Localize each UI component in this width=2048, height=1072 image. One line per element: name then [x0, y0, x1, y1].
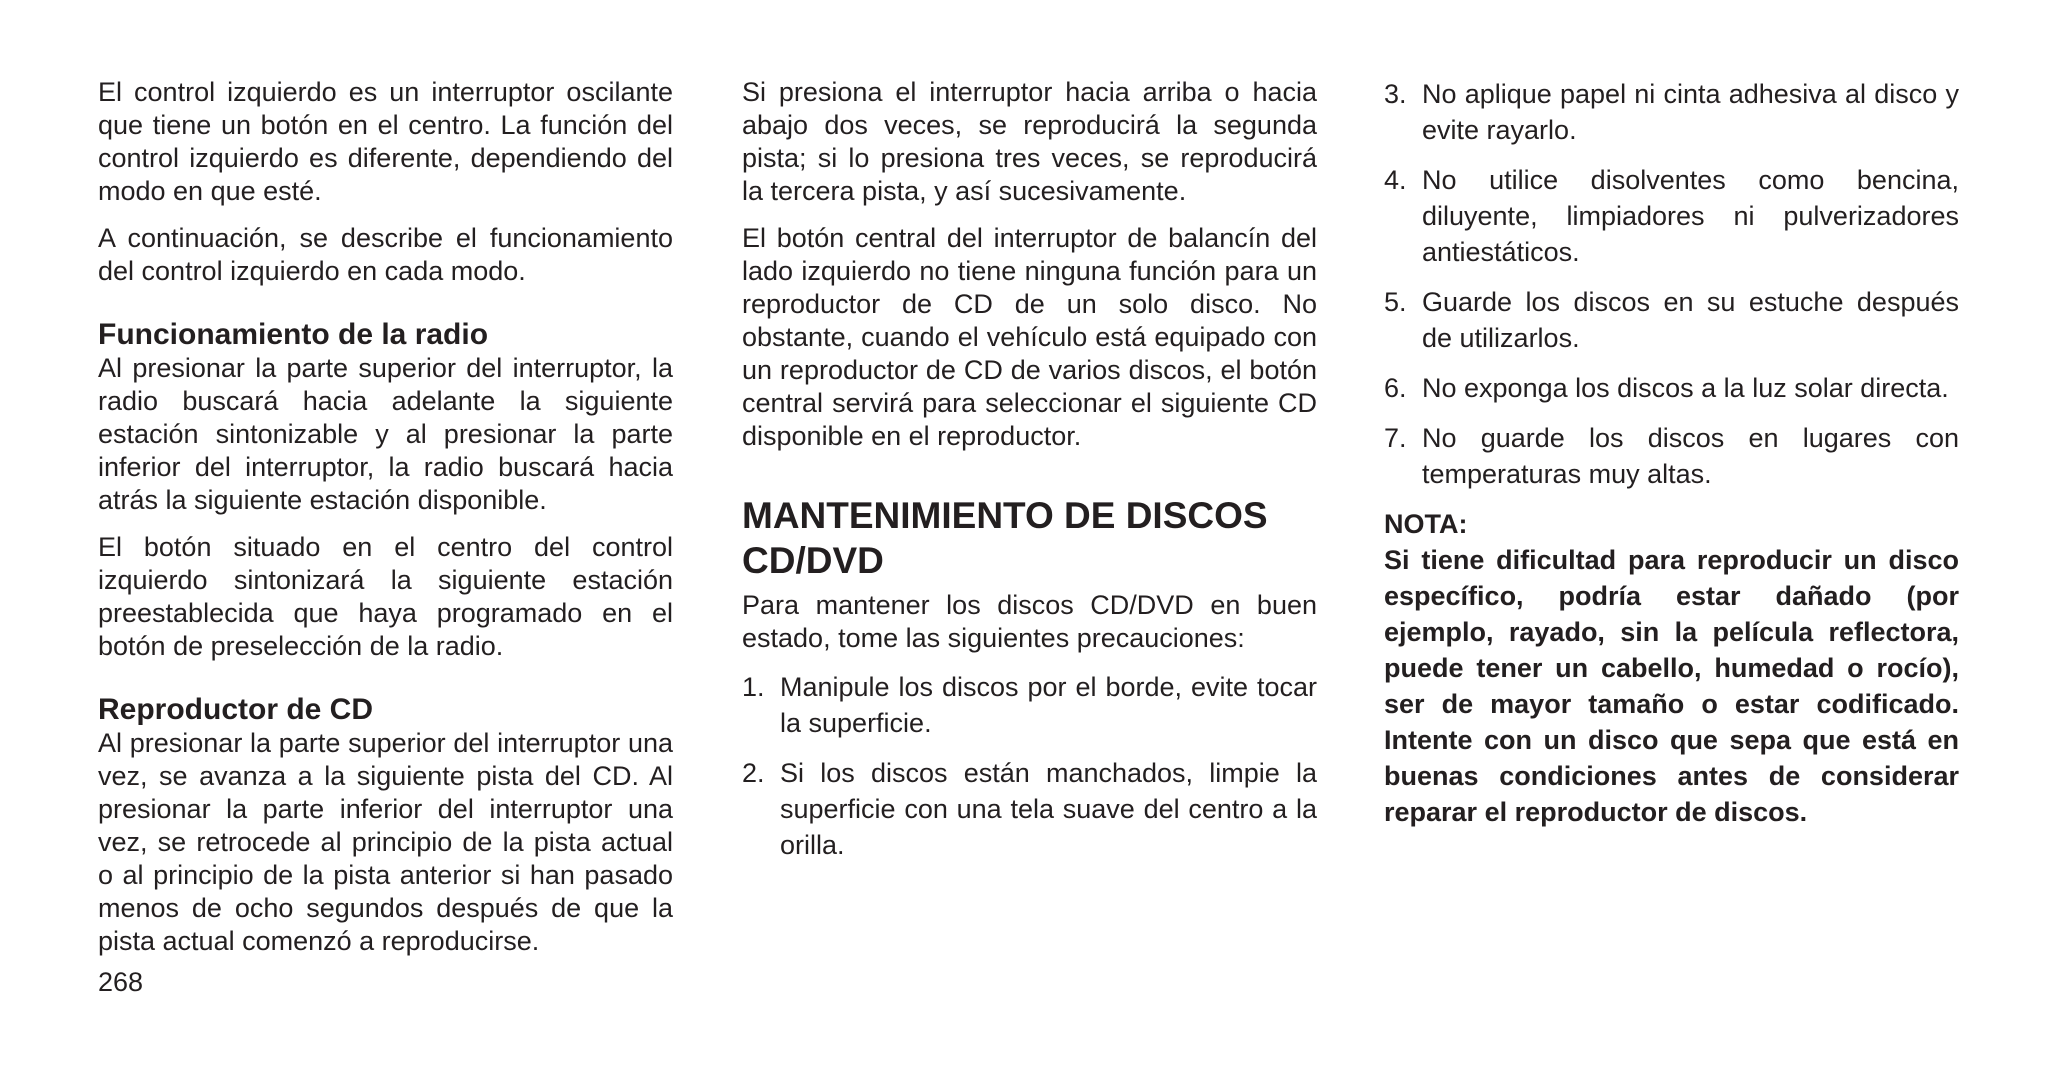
page-number: 268	[98, 967, 144, 997]
cd-paragraph-2: Si presiona el interruptor hacia arriba o hacia abajo dos veces, se reproducirá la segunda pista; si lo presiona tres veces, se reproducirá la tercera pista, y así sucesivamente.	[742, 77, 1317, 206]
list-item-text: No exponga los discos a la luz solar directa.	[1422, 373, 1949, 403]
cd-paragraph-3: El botón central del interruptor de balancín del lado izquierdo no tiene ninguna función para un reproductor de CD de un solo disco. No obstante, cuando el vehículo está equipado con un reproductor de CD de varios discos, el botón central servirá para seleccionar el siguiente CD disponible en el reproductor.	[742, 223, 1317, 451]
cd-heading: Reproductor de CD	[98, 693, 374, 726]
maintenance-heading: MANTENIMIENTO DE DISCOS CD/DVD	[742, 495, 1268, 581]
list-item-number: 1.	[742, 672, 765, 702]
column-left	[98, 76, 673, 972]
list-item-text: No utilice disolventes como bencina, diluyente, limpiadores ni pulverizadores antiestáticos.	[1422, 165, 1959, 267]
note-label: NOTA:	[1384, 509, 1468, 539]
list-item-text: Manipule los discos por el borde, evite tocar la superficie.	[780, 672, 1317, 738]
intro-paragraph-2: A continuación, se describe el funcionamiento del control izquierdo en cada modo.	[98, 223, 673, 286]
list-item-number: 7.	[1384, 423, 1407, 453]
list-item-number: 3.	[1384, 79, 1407, 109]
list-item	[742, 669, 1317, 741]
cd-paragraph-1: Al presionar la parte superior del interruptor una vez, se avanza a la siguiente pista del CD. Al presionar la parte inferior del interruptor una vez, se retrocede al principio de la pista actual o al principio de la pista anterior si han pasado menos de ocho segundos después de que la pista actual comenzó a reproducirse.	[98, 728, 673, 956]
list-item-text: Guarde los discos en su estuche después de utilizarlos.	[1422, 287, 1959, 353]
list-item-number: 2.	[742, 758, 765, 788]
list-item	[742, 755, 1317, 863]
maintenance-intro: Para mantener los discos CD/DVD en buen estado, tome las siguientes precauciones:	[742, 590, 1317, 653]
precautions-list-part-1	[742, 669, 1317, 863]
list-item	[1384, 420, 1959, 492]
intro-paragraph: El control izquierdo es un interruptor oscilante que tiene un botón en el centro. La función del control izquierdo es diferente, dependiendo del modo en que esté.	[98, 77, 673, 206]
list-item-number: 5.	[1384, 287, 1407, 317]
column-right	[1384, 76, 1959, 830]
list-item-text: Si los discos están manchados, limpie la superficie con una tela suave del centro a la orilla.	[780, 758, 1317, 860]
radio-paragraph-1: Al presionar la parte superior del interruptor, la radio buscará hacia adelante la siguiente estación sintonizable y al presionar la parte inferior del interruptor, la radio buscará hacia atrás la siguiente estación disponible.	[98, 353, 673, 515]
list-item-text: No guarde los discos en lugares con temperaturas muy altas.	[1422, 423, 1959, 489]
radio-paragraph-2: El botón situado en el centro del control izquierdo sintonizará la siguiente estación preestablecida que haya programado en el botón de preselección de la radio.	[98, 532, 673, 661]
list-item-number: 6.	[1384, 373, 1407, 403]
column-middle	[742, 76, 1317, 877]
note-text: Si tiene dificultad para reproducir un disco específico, podría estar dañado (por ejemplo, rayado, sin la película reflectora, puede tener un cabello, humedad o rocío), ser de mayor tamaño o estar codificado. Intente con un disco que sepa que está en buenas condiciones antes de considerar reparar el reproductor de discos.	[1384, 545, 1959, 827]
list-item	[1384, 370, 1959, 406]
list-item	[1384, 76, 1959, 148]
radio-heading: Funcionamiento de la radio	[98, 318, 489, 351]
list-item	[1384, 162, 1959, 270]
precautions-list-part-2	[1384, 76, 1959, 492]
list-item-number: 4.	[1384, 165, 1407, 195]
list-item-text: No aplique papel ni cinta adhesiva al disco y evite rayarlo.	[1422, 79, 1959, 145]
list-item	[1384, 284, 1959, 356]
